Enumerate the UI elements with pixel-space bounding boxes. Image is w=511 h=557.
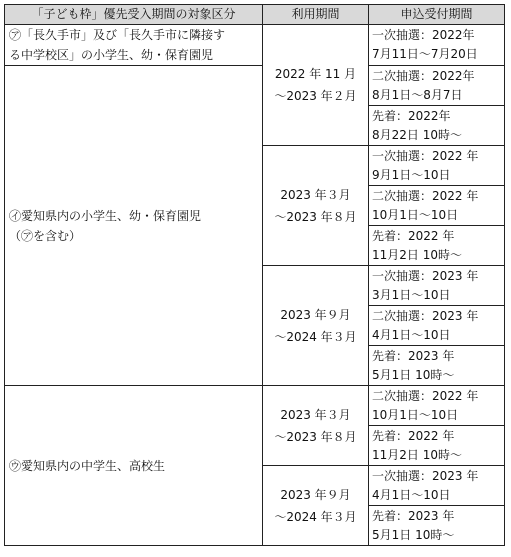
reception-5-dates: 10月1日～10日: [372, 207, 459, 222]
period-4-end: ～2023 年８月: [274, 429, 357, 444]
reception-13-label: 先着：2023 年: [372, 508, 455, 523]
reception-9-label: 先着：2023 年: [372, 348, 455, 363]
target-a-line1: ㋐「長久手市」及び「長久手市に隣接す: [9, 28, 226, 42]
header-period: 利用期間: [263, 5, 369, 25]
target-b: [5, 66, 263, 386]
reception-7-dates: 3月1日～10日: [372, 287, 451, 302]
schedule-table-frame: [4, 4, 504, 551]
header-row: [5, 5, 505, 25]
header-reception: 申込受付期間: [369, 5, 505, 25]
reception-1-label: 一次抽選：2022年: [372, 28, 475, 42]
reception-3: [369, 106, 505, 146]
period-3-start: 2023 年９月: [280, 307, 351, 322]
target-c-line1: ㋒愛知県内の中学生、高校生: [9, 458, 166, 473]
reception-1: [369, 25, 505, 66]
reception-5: [369, 186, 505, 226]
reception-2: [369, 66, 505, 106]
reception-10: [369, 386, 505, 426]
reception-9: [369, 346, 505, 386]
period-1-end: ～2023 年２月: [274, 89, 357, 103]
reception-3-dates: 8月22日 10時～: [372, 127, 462, 142]
period-4-start: 2023 年３月: [280, 407, 351, 422]
header-target: 「子ども枠」優先受入期間の対象区分: [5, 5, 263, 25]
target-c: [5, 386, 263, 546]
reception-10-dates: 10月1日～10日: [372, 407, 459, 422]
period-2-start: 2023 年３月: [280, 187, 351, 202]
reception-8-dates: 4月1日～10日: [372, 327, 451, 342]
period-5-start: 2023 年９月: [280, 487, 351, 502]
period-5: [263, 466, 369, 546]
reception-12: [369, 466, 505, 506]
reception-4: [369, 146, 505, 186]
reception-13-dates: 5月1日 10時～: [372, 527, 455, 542]
reception-11-label: 先着：2022 年: [372, 428, 455, 443]
reception-6: [369, 226, 505, 266]
target-a: [5, 25, 263, 66]
reception-4-label: 一次抽選：2022 年: [372, 148, 479, 163]
reception-2-label: 二次抽選：2022年: [372, 68, 475, 83]
target-a-line2: る中学校区」の小学生、幼・保育園児: [9, 48, 214, 62]
reception-7-label: 一次抽選：2023 年: [372, 268, 479, 283]
reception-11-dates: 11月2日 10時～: [372, 447, 462, 462]
priority-period-table: [4, 4, 505, 546]
reception-13: [369, 506, 505, 546]
reception-1-dates: 7月11日～7月20日: [372, 47, 478, 61]
period-1-start: 2022 年 11 月: [274, 67, 357, 81]
reception-6-dates: 11月2日 10時～: [372, 247, 462, 262]
reception-4-dates: 9月1日～10日: [372, 167, 451, 182]
reception-12-label: 一次抽選：2023 年: [372, 468, 479, 483]
reception-7: [369, 266, 505, 306]
period-5-end: ～2024 年３月: [274, 509, 357, 524]
period-2: [263, 146, 369, 266]
reception-10-label: 二次抽選：2022 年: [372, 388, 479, 403]
reception-3-label: 先着：2022年: [372, 108, 451, 123]
target-b-line1: ㋑愛知県内の小学生、幼・保育園児: [9, 208, 202, 223]
period-3: [263, 266, 369, 386]
reception-8-label: 二次抽選：2023 年: [372, 308, 479, 323]
table-row: [5, 386, 505, 426]
period-3-end: ～2024 年３月: [274, 329, 357, 344]
table-row: [5, 25, 505, 66]
reception-9-dates: 5月1日 10時～: [372, 367, 455, 382]
reception-12-dates: 4月1日～10日: [372, 487, 451, 502]
reception-11: [369, 426, 505, 466]
period-2-end: ～2023 年８月: [274, 209, 357, 224]
reception-5-label: 二次抽選：2022 年: [372, 188, 479, 203]
period-4: [263, 386, 369, 466]
reception-6-label: 先着：2022 年: [372, 228, 455, 243]
reception-2-dates: 8月1日～8月7日: [372, 87, 463, 102]
reception-8: [369, 306, 505, 346]
table-row: [5, 66, 505, 106]
period-1: [263, 25, 369, 146]
target-b-line2: （㋐を含む）: [9, 228, 82, 243]
